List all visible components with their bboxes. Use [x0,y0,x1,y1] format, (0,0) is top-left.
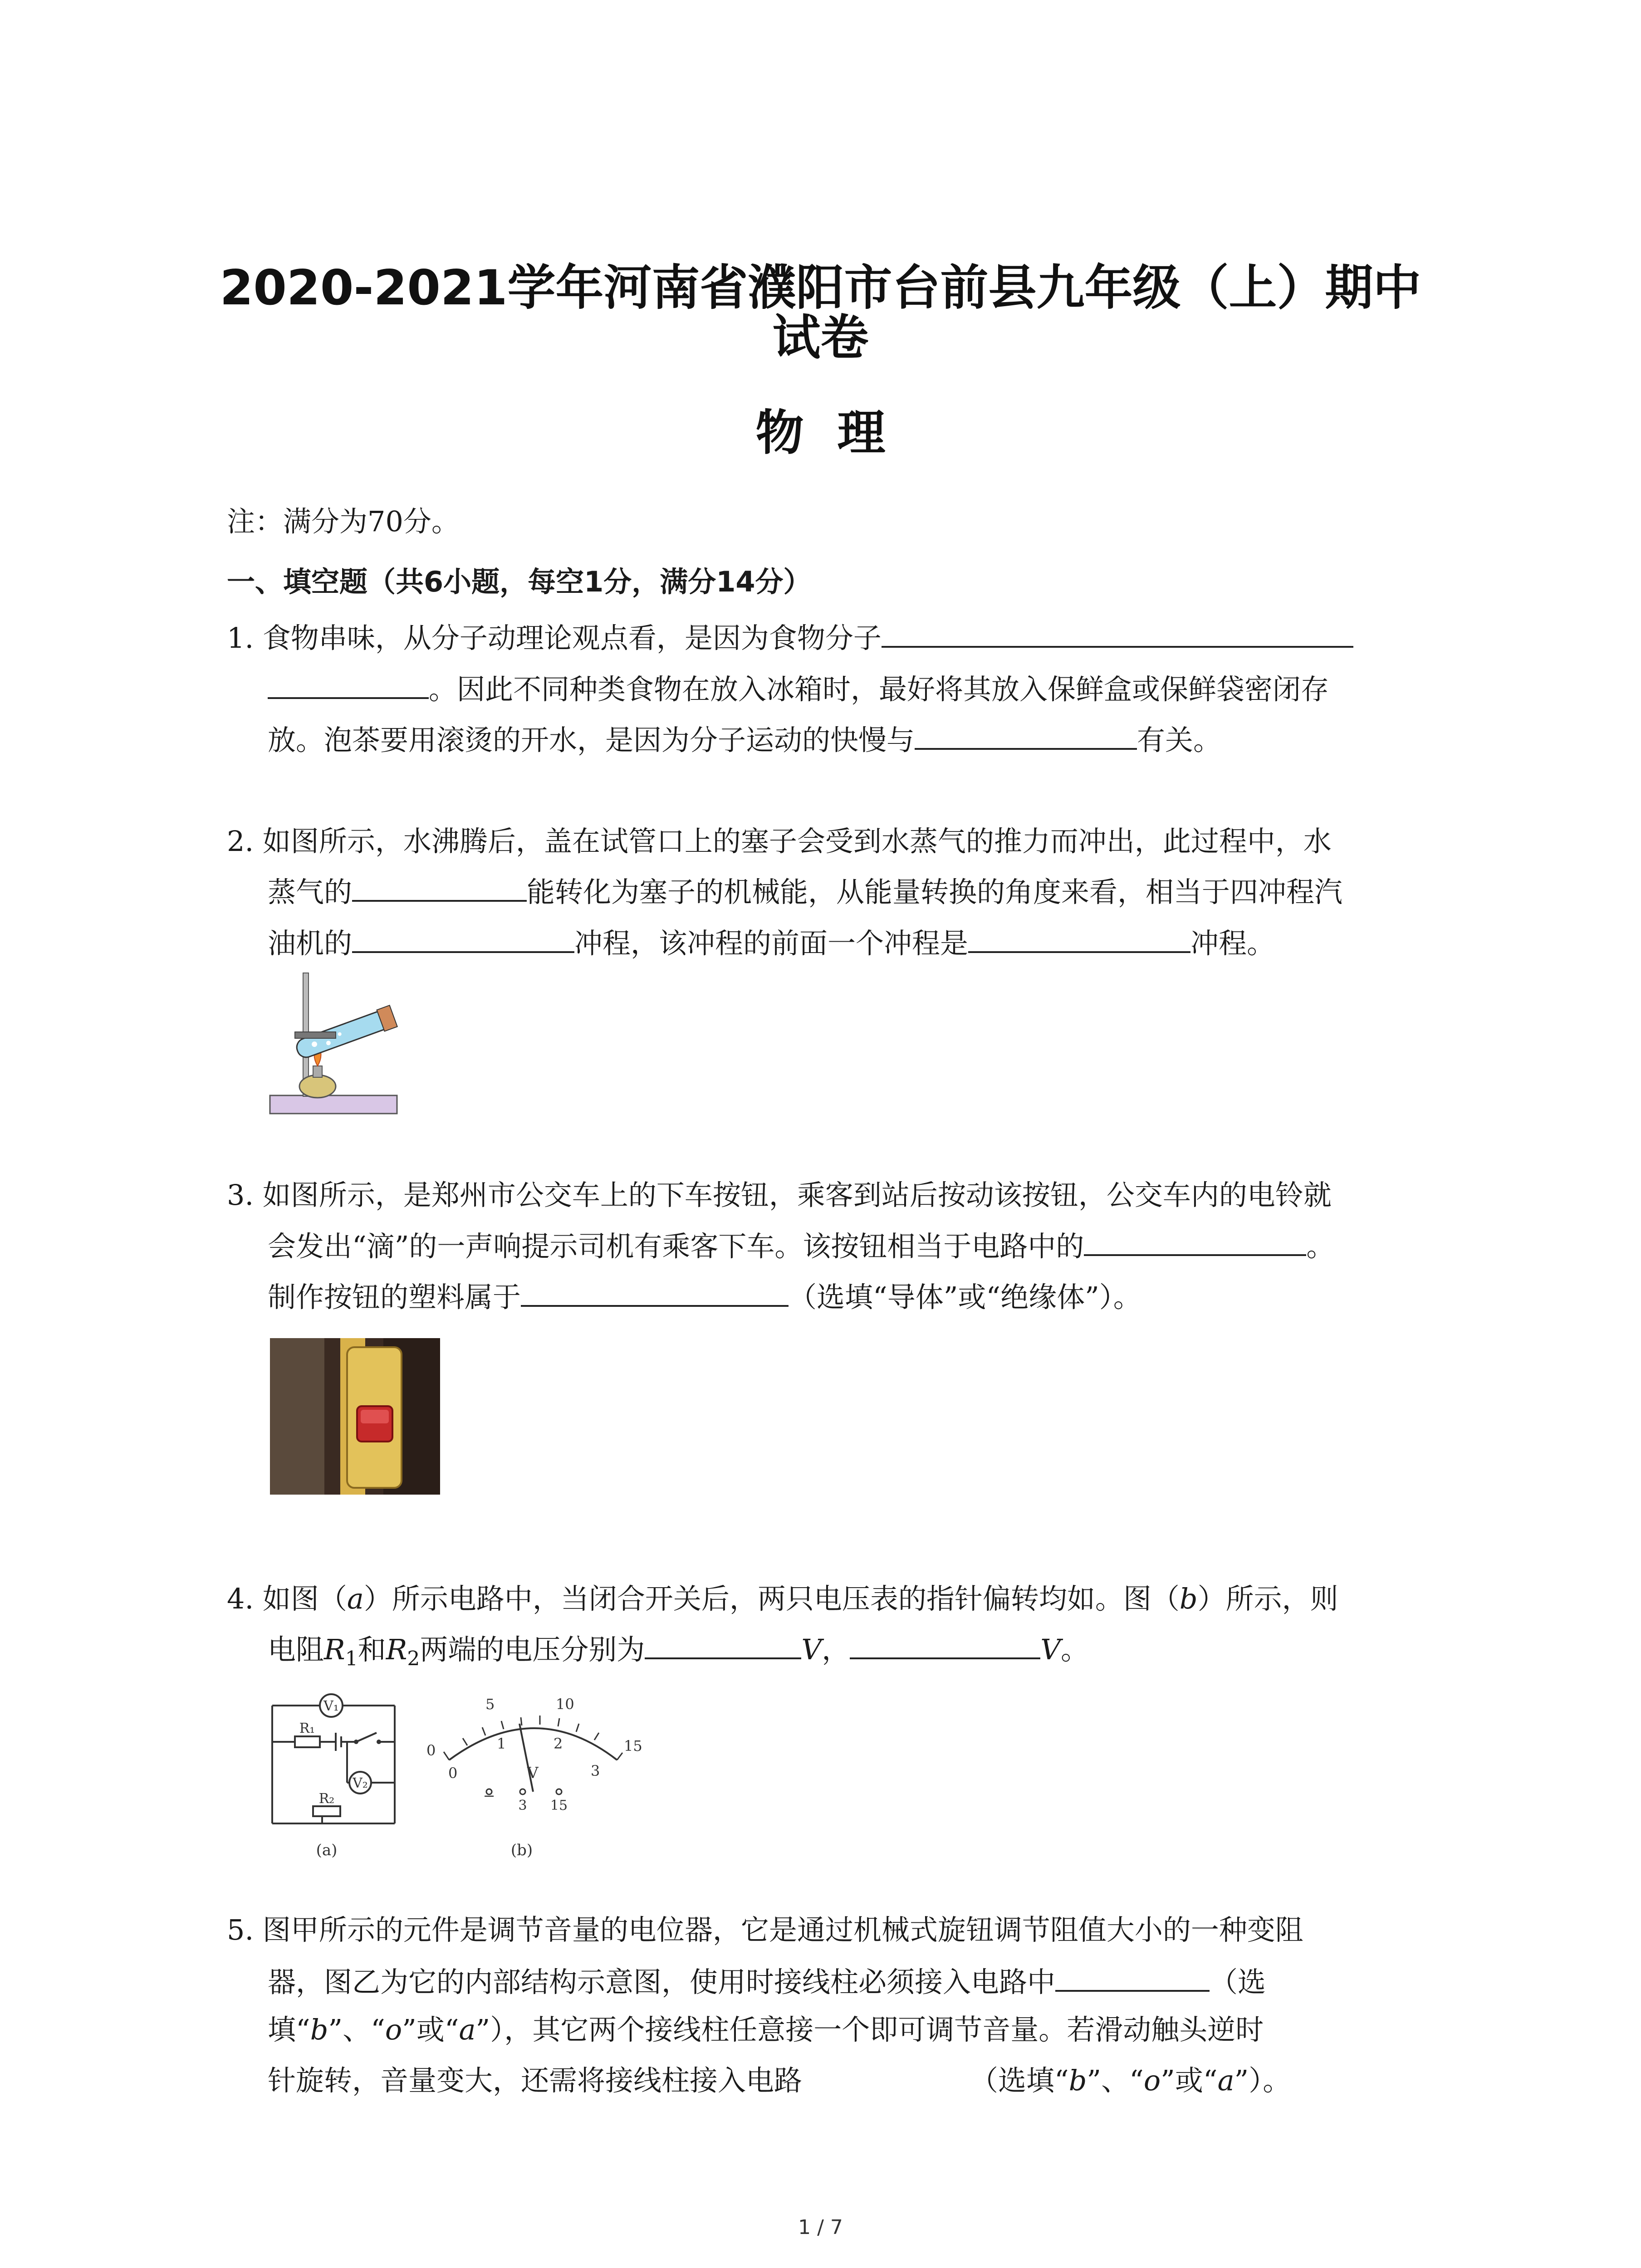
q1-blank-1[interactable] [882,618,1353,648]
page-number: 1 / 7 [798,2216,843,2239]
q4-meter-unit: V [527,1764,539,1782]
q2-blank-2[interactable] [352,923,574,953]
q1-line-1: 1. 食物串味，从分子动理论观点看，是因为食物分子 [227,618,1353,659]
q4-meter-terminal-15: 15 [550,1798,568,1813]
q2-line-1: 2. 如图所示，水沸腾后，盖在试管口上的塞子会受到水蒸气的推力而冲出，此过程中，水 [227,825,1332,858]
q5-blank-1[interactable] [1055,1962,1210,1992]
exam-title-line-1: 2020-2021学年河南省濮阳市台前县九年级（上）期中 [220,260,1421,316]
q4-circuit-v2-label: V₂ [353,1775,368,1791]
exam-title-line-2: 试卷 [772,310,869,366]
q4-meter-bottom-3: 3 [591,1762,600,1779]
q5-line-2: 器，图乙为它的内部结构示意图，使用时接线柱必须接入电路中 （选 [268,1962,1266,2003]
q2-blank-1[interactable] [352,872,527,902]
q4-line-1: 4. 如图（a）所示电路中，当闭合开关后，两只电压表的指针偏转均如。图（b）所示，则 [227,1582,1338,1615]
q2-figure-test-tube-heating [268,968,404,1118]
q4-figure-b-voltmeter [417,1687,653,1860]
q4-meter-bottom-2: 2 [554,1735,563,1752]
q1-blank-1-cont[interactable] [268,669,429,699]
q4-meter-top-10: 10 [556,1696,574,1713]
q1-line-3: 放。泡茶要用滚烫的开水，是因为分子运动的快慢与 有关。 [268,720,1221,761]
q5-line-4: 针旋转，音量变大，还需将接线柱接入电路 （选填“b”、“o”或“a”）。 [268,2064,1291,2097]
q3-line-1: 3. 如图所示，是郑州市公交车上的下车按钮，乘客到站后按动该按钮，公交车内的电铃就 [227,1178,1332,1212]
q4-blank-2[interactable] [850,1629,1040,1659]
q4-meter-bottom-0: 0 [448,1765,458,1782]
q2-line-2: 蒸气的 能转化为塞子的机械能，从能量转换的角度来看，相当于四冲程汽 [268,872,1342,913]
q4-meter-top-0: 0 [426,1742,436,1759]
q4-figure-a-circuit [268,1687,404,1860]
subject-title: 物 理 [755,405,886,461]
q3-figure-bus-button-photo [270,1338,440,1495]
q1-line-2: 。因此不同种类食物在放入冰箱时，最好将其放入保鲜盒或保鲜袋密闭存 [268,669,1329,710]
q3-blank-1[interactable] [1084,1226,1306,1256]
q4-meter-top-5: 5 [485,1696,495,1713]
q2-blank-3[interactable] [968,923,1190,953]
q4-figure-a-caption: (a) [316,1841,338,1859]
score-note: 注：满分为70分。 [227,505,460,538]
q4-meter-terminal-3: 3 [518,1798,527,1813]
section-heading: 一、填空题（共6小题，每空1分，满分14分） [227,565,812,598]
q4-meter-terminal-neg: − [483,1787,495,1804]
q4-blank-1[interactable] [645,1629,801,1659]
q3-line-2: 会发出“滴”的一声响提示司机有乘客下车。该按钮相当于电路中的 。 [268,1226,1334,1267]
q4-circuit-v1-label: V₁ [323,1698,339,1714]
q4-meter-top-15: 15 [624,1737,642,1755]
q4-circuit-r2-label: R₂ [318,1791,335,1807]
q4-line-2: 电阻$R_1$和$R_2$两端的电压分别为 V， V。 [268,1629,1089,1679]
q5-line-1: 5. 图甲所示的元件是调节音量的电位器，它是通过机械式旋钮调节阻值大小的一种变阻 [227,1913,1303,1946]
q4-circuit-r1-label: R₁ [299,1721,315,1736]
q3-line-3: 制作按钮的塑料属于 （选填“导体”或“绝缘体”）。 [268,1277,1141,1318]
q3-blank-2[interactable] [521,1277,789,1307]
q4-figure-b-caption: (b) [510,1841,533,1859]
q4-meter-bottom-1: 1 [497,1735,506,1752]
q5-line-3: 填“b”、“o”或“a”），其它两个接线柱任意接一个即可调节音量。若滑动触头逆时 [268,2013,1264,2046]
q1-blank-2[interactable] [915,720,1137,750]
q2-line-3: 油机的 冲程，该冲程的前面一个冲程是 冲程。 [268,923,1275,964]
